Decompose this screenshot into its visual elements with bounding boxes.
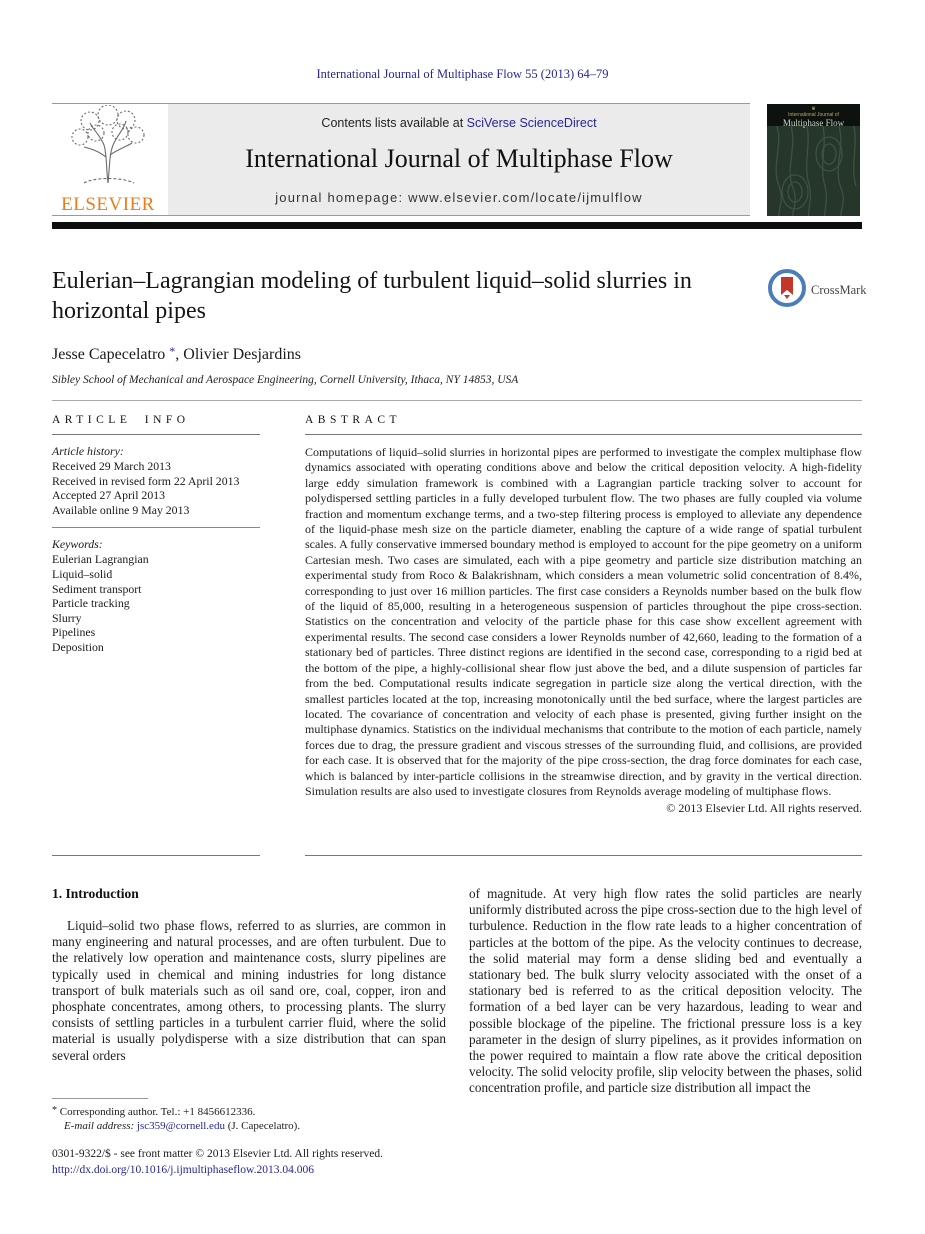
- article-history-label: Article history:: [52, 444, 124, 458]
- body-column-right: [469, 886, 862, 1097]
- intro-paragraph-right: of magnitude. At very high flow rates the solid particles are nearly uniformly distributed across the pipe cross-section due to the high level of turbulence. Reduction in the flow rate leads to a higher concentration of particles at the bottom of the pipe. As the velocity continues to decrease, the solid material may form a dense sliding bed and eventually a stationary bed. The bulk slurry velocity associated with the onset of a stationary bed is referred to as the critical deposition velocity. The formation of a bed layer can be very hazardous, leading to wear and possible blockage of the pipeline. The frictional pressure loss is a key parameter in the design of slurry pipelines, as it provides information on the power required to maintain a flow rate above the critical deposition velocity. The solid velocity profile, slip velocity between the phases, solid concentration profile, and particle size distribution all impact the: [469, 886, 862, 1096]
- abstract-column: [305, 414, 862, 856]
- journal-homepage-link[interactable]: journal homepage: www.elsevier.com/locate/ijmulflow: [275, 190, 643, 205]
- sciverse-sciencedirect-link[interactable]: SciVerse ScienceDirect: [466, 116, 597, 130]
- journal-cover-masthead: [767, 104, 860, 126]
- keyword-item: Eulerian Lagrangian: [52, 552, 149, 567]
- crossmark-label: CrossMark: [811, 282, 867, 297]
- elsevier-logo[interactable]: [52, 105, 164, 215]
- history-revised: Received in revised form 22 April 2013: [52, 473, 240, 488]
- keyword-item: Liquid–solid: [52, 566, 113, 581]
- elsevier-wordmark: ELSEVIER: [61, 194, 155, 215]
- crossmark-badge[interactable]: [768, 268, 868, 312]
- email-suffix: (J. Capecelatro).: [227, 1120, 301, 1132]
- body-column-left: [52, 886, 446, 1064]
- author-name-1: Jesse Capecelatro: [52, 346, 166, 363]
- journal-banner: [168, 104, 750, 215]
- contents-lists-line: [168, 116, 750, 130]
- keyword-item: Pipelines: [52, 625, 96, 640]
- affiliation-line: Sibley School of Mechanical and Aerospace Engineering, Cornell University, Ithaca, NY 14853, USA: [52, 374, 519, 386]
- affiliation-divider: [52, 400, 862, 401]
- banner-bottom-rule: [52, 215, 750, 216]
- cover-emblem-icon: ♛: [811, 106, 816, 112]
- article-info-column: [52, 414, 260, 856]
- intro-paragraph-left: Liquid–solid two phase flows, referred to as slurries, are common in many engineering and natural processes, and are often turbulent. Due to the relatively low operation and maintenance costs, slurry pipelines are typically used in chemical and mining industries for long distance transport of bulk materials such as oil sand ore, coal, copper, iron and phosphate concentrates, among others, to processing plants. The slurry consists of settling particles in a turbulent carrier fluid, where the solid material is usually polydisperse with a size distribution that can span several orders: [52, 918, 446, 1063]
- history-accepted: Accepted 27 April 2013: [52, 488, 166, 503]
- keywords-label: Keywords:: [52, 537, 103, 552]
- email-label: E-mail address:: [64, 1120, 135, 1132]
- journal-citation-header: International Journal of Multiphase Flow 55 (2013) 64–79: [316, 67, 609, 81]
- corresponding-author-text: Corresponding author. Tel.: +1 8456612336.: [59, 1106, 256, 1118]
- article-info-heading: ARTICLE INFO: [52, 414, 260, 435]
- abstract-heading: ABSTRACT: [305, 414, 862, 435]
- doi-link[interactable]: http://dx.doi.org/10.1016/j.ijmultiphaseflow.2013.04.006: [52, 1164, 314, 1176]
- keyword-item: Deposition: [52, 639, 104, 654]
- author-line: [52, 344, 301, 364]
- cover-small-title: International Journal of: [788, 112, 839, 118]
- cover-wave-pattern: [767, 205, 860, 216]
- footnote-block: [52, 1098, 446, 1133]
- author-name-2: , Olivier Desjardins: [175, 346, 302, 363]
- elsevier-tree-icon: [66, 176, 150, 193]
- keyword-item: Slurry: [52, 610, 82, 625]
- footnote-asterisk: *: [52, 1105, 57, 1116]
- issn-copyright-line: 0301-9322/$ - see front matter © 2013 Elsevier Ltd. All rights reserved.: [52, 1148, 383, 1160]
- keyword-item: Sediment transport: [52, 581, 142, 596]
- contents-lists-text: Contents lists available at: [321, 116, 467, 130]
- cover-main-title: Multiphase Flow: [782, 118, 845, 128]
- journal-cover-thumbnail[interactable]: [767, 104, 860, 216]
- corresponding-author-note: [52, 1104, 446, 1119]
- footnote-rule: [52, 1098, 148, 1099]
- article-title: Eulerian–Lagrangian modeling of turbulent liquid–solid slurries in horizontal pipes: [52, 268, 692, 324]
- section-heading-introduction: 1. Introduction: [52, 886, 139, 901]
- email-link[interactable]: jsc359@cornell.edu: [136, 1120, 225, 1132]
- keyword-item: Particle tracking: [52, 596, 130, 611]
- header-divider-bar: [52, 222, 862, 229]
- journal-name: International Journal of Multiphase Flow: [245, 144, 673, 173]
- corresponding-author-asterisk[interactable]: *: [169, 344, 176, 358]
- history-received: Received 29 March 2013: [52, 459, 171, 473]
- abstract-copyright: © 2013 Elsevier Ltd. All rights reserved.: [666, 801, 862, 816]
- history-online: Available online 9 May 2013: [52, 502, 190, 517]
- keywords-divider: [52, 527, 260, 528]
- email-note: [52, 1119, 446, 1133]
- abstract-text: Computations of liquid–solid slurries in horizontal pipes are performed to investigate the complex multiphase flow dynamics associated with operating conditions above and below the critical deposition velocity. A high-fidelity large eddy simulation framework is combined with a Lagrangian particle tracking solver to account for polydispersed settling particles in a fully developed turbulent flow. The two phases are fully coupled via volume fraction and momentum exchange terms, and a two-step filtering process is employed to alleviate any dependence of the liquid-phase mesh size on the particle diameter, enabling the capture of a wide range of spatial turbulent scales. A fully conservative immersed boundary method is employed to account for the pipe geometry on a uniform Cartesian mesh. Two cases are simulated, each with a pipe geometry and particle size distribution matching an experimental study from Roco & Balakrishnam, which considers a mean volumetric solid concentration of 8.4%, corresponding to just over 16 million particles. The first case considers a Reynolds number based on the bulk flow of the liquid of 85,000, resulting in a heterogeneous suspension of particles throughout the pipe cross-section. Statistics on the concentration and velocity of the particle phase for this case show excellent agreement with experimental results. The second case considers a lower Reynolds number of 42,660, leading to the formation of a stationary bed of particles. Three distinct regions are identified in the second case, corresponding to a rigid bed at the bottom of the pipe, a highly-collisional shear flow just above the bed, and a dilute suspension of particles far from the bed. Computational results indicate segregation in particle size along the vertical direction, with the smallest particles located at the top, increasing monotonically until the bed surface, where the largest particles are located. The covariance of concentration and velocity of each phase is presented, giving further insight on the multiphase dynamics. Statistics on the individual mechanisms that contribute to the motion of each particle, namely forces due to drag, the pressure gradient and viscous stresses of the surrounding fluid, and collisions, are provided for each case. It is observed that for the majority of the pipe cross-section, the drag force dominates for each case, which is balanced by inter-particle collisions in the streamwise direction, and by gravity in the vertical direction. Simulation results are also used to investigate closures from Reynolds average modeling of multiphase flows.: [305, 445, 862, 798]
- crossmark-icon: [768, 269, 806, 312]
